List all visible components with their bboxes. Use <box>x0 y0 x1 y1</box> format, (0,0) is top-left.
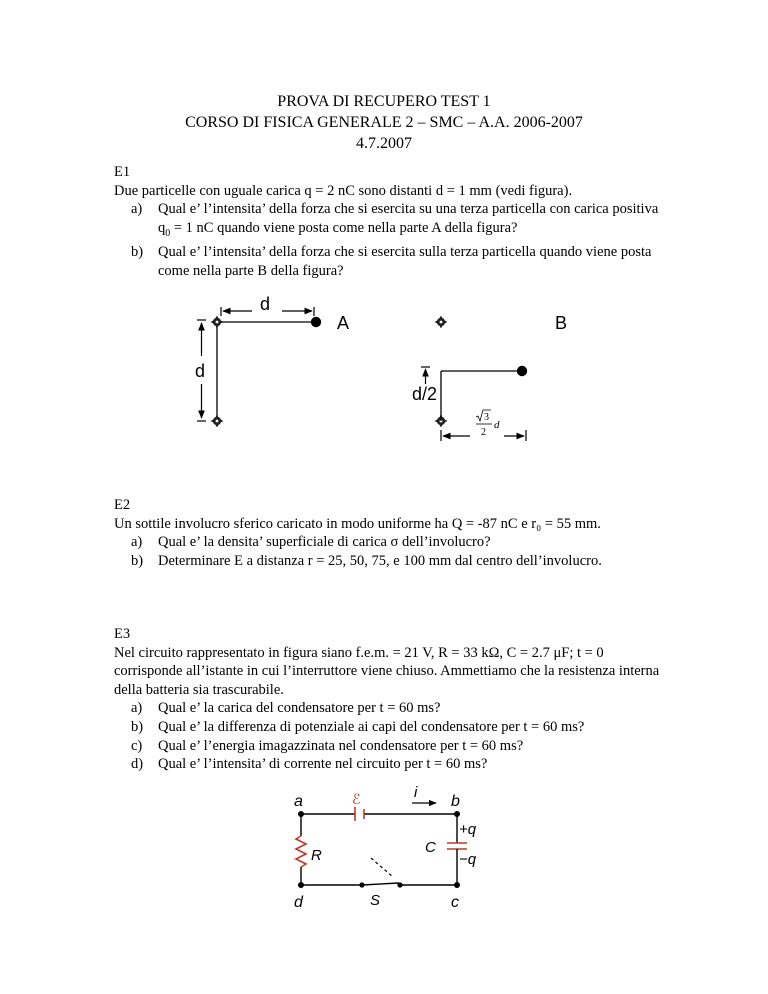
charge-a-top <box>211 316 222 327</box>
e2-intro: Un sottile involucro sferico caricato in modo uniforme ha Q = -87 nC e r₀ = 55 mm. <box>114 515 601 532</box>
node-d-label: d <box>294 894 303 911</box>
label-d-left: d <box>195 361 206 381</box>
e3-item-d: d) Qual e’ l’intensita’ di corrente nel circuito per t = 60 ms? <box>131 756 488 773</box>
node-c-label: c <box>451 894 459 911</box>
title-date: 4.7.2007 <box>356 135 412 152</box>
e1-title: E1 <box>114 164 131 180</box>
current-label: i <box>414 784 418 801</box>
resistor-label: R <box>311 847 322 864</box>
minus-q-label: −q <box>459 851 477 868</box>
e3-item-b: b) Qual e’ la differenza di potenziale ai capi del condensatore per t = 60 ms? <box>131 718 585 735</box>
e1-intro: Due particelle con uguale carica q = 2 nC sono distanti d = 1 mm (vedi figura). <box>114 182 573 199</box>
label-b: B <box>555 313 568 333</box>
e1-item-b: b) Qual e’ l’intensita’ della forza che si esercita sulla terza particella quando viene posta come nella parte B della figura? <box>131 244 652 279</box>
test-charge-a <box>311 317 321 327</box>
charge-b-top <box>435 316 446 327</box>
switch-label: S <box>370 892 381 909</box>
title-line-2: CORSO DI FISICA GENERALE 2 – SMC – A.A. 2006-2007 <box>185 114 583 131</box>
charge-a-bottom <box>211 415 222 426</box>
e3-intro: Nel circuito rappresentato in figura siano f.e.m. = 21 V, R = 33 kΩ, C = 2.7 μF; t = 0 corrisponde all’istante in cui l’interruttore viene chiuso. Ammettiamo che la resistenza interna della batteria sia trascurabile. <box>114 644 660 698</box>
e2-item-b: b) Determinare E a distanza r = 25, 50, 75, e 100 mm dal centro dell’involucro. <box>131 552 602 569</box>
plus-q-label: +q <box>459 821 477 838</box>
exercise-e3 <box>114 625 674 774</box>
e2-item-a: a) Qual e’ la densita’ superficiale di carica σ dell’involucro? <box>131 534 491 551</box>
exercise-e2 <box>114 496 674 570</box>
test-charge-b <box>517 366 527 376</box>
label-d-top: d <box>260 294 271 314</box>
emf-label: ℰ <box>352 791 361 807</box>
e3-item-c: c) Qual e’ l’energia imagazzinata nel condensatore per t = 60 ms? <box>131 737 524 754</box>
title-line-1: PROVA DI RECUPERO TEST 1 <box>277 93 491 110</box>
sqrt-den: 2 <box>481 427 486 438</box>
node-a-label: a <box>294 793 303 810</box>
sqrt-num: 3 <box>484 412 489 423</box>
e2-title: E2 <box>114 497 131 513</box>
label-a: A <box>337 313 350 333</box>
capacitor-label: C <box>425 839 436 856</box>
node-b-label: b <box>451 793 460 810</box>
sqrt-var: d <box>494 419 500 431</box>
label-d2: d/2 <box>412 384 438 404</box>
e1-item-a: a) Qual e’ l’intensita’ della forza che si esercita su una terza particella con carica positiva $q_0 = 1$ nC quando viene posta come nella parte A della figura? <box>131 201 659 239</box>
e3-item-a: a) Qual e’ la carica del condensatore per t = 60 ms? <box>131 700 441 717</box>
e3-title: E3 <box>114 626 131 642</box>
